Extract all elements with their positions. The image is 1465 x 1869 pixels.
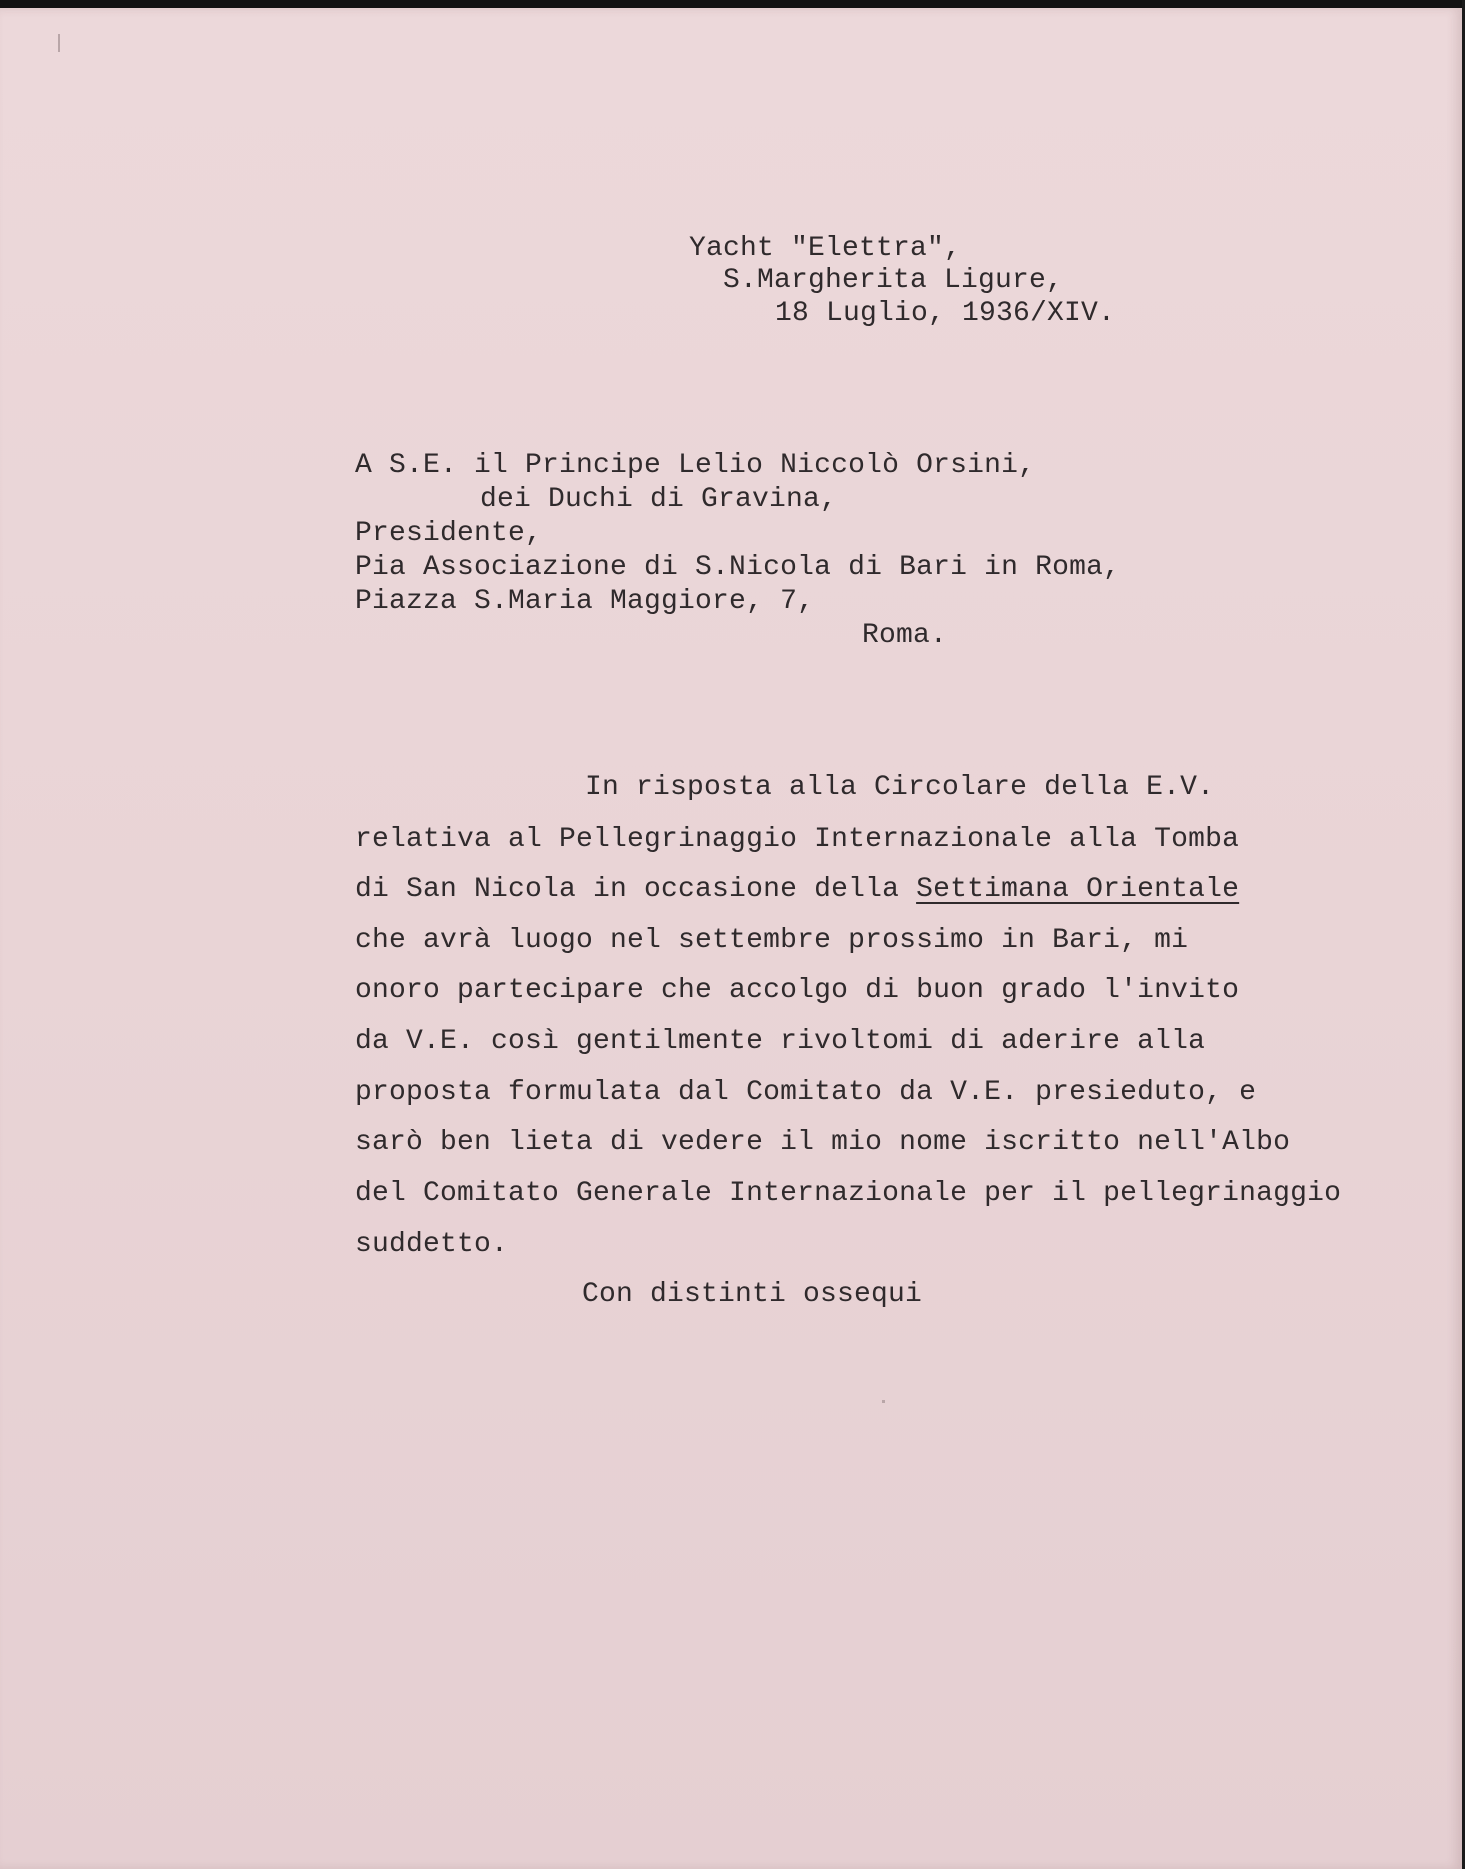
underlined-phrase: Settimana Orientale	[916, 874, 1240, 905]
recipient-city: Roma.	[862, 620, 948, 651]
recipient-street: Piazza S.Maria Maggiore, 7,	[355, 586, 815, 617]
heading-date: 18 Luglio, 1936/XIV.	[775, 298, 1116, 329]
body-line: da V.E. così gentilmente rivoltomi di aderire alla	[355, 1026, 1206, 1057]
body-line: che avrà luogo nel settembre prossimo in Bari, mi	[355, 925, 1189, 956]
body-line: relativa al Pellegrinaggio Internazionale alla Tomba	[355, 824, 1240, 855]
body-line: suddetto.	[355, 1229, 509, 1260]
recipient-role: Presidente,	[355, 518, 543, 549]
paper-mark	[882, 1400, 885, 1403]
closing-salutation: Con distinti ossequi	[582, 1279, 923, 1310]
body-text: di San Nicola in occasione della	[355, 874, 917, 905]
recipient-name: A S.E. il Principe Lelio Niccolò Orsini,	[355, 450, 1036, 481]
heading-place-yacht: Yacht "Elettra",	[689, 233, 962, 264]
recipient-title: dei Duchi di Gravina,	[480, 484, 838, 515]
paper-mark	[58, 34, 60, 52]
body-line: onoro partecipare che accolgo di buon grado l'invito	[355, 975, 1240, 1006]
body-line	[355, 874, 1239, 905]
body-line: proposta formulata dal Comitato da V.E. presieduto, e	[355, 1077, 1257, 1108]
body-line: sarò ben lieta di vedere il mio nome iscritto nell'Albo	[355, 1127, 1291, 1158]
heading-place-town: S.Margherita Ligure,	[723, 265, 1064, 296]
body-line: In risposta alla Circolare della E.V.	[585, 772, 1215, 803]
body-line: del Comitato Generale Internazionale per il pellegrinaggio	[355, 1178, 1342, 1209]
recipient-organization: Pia Associazione di S.Nicola di Bari in Roma,	[355, 552, 1121, 583]
